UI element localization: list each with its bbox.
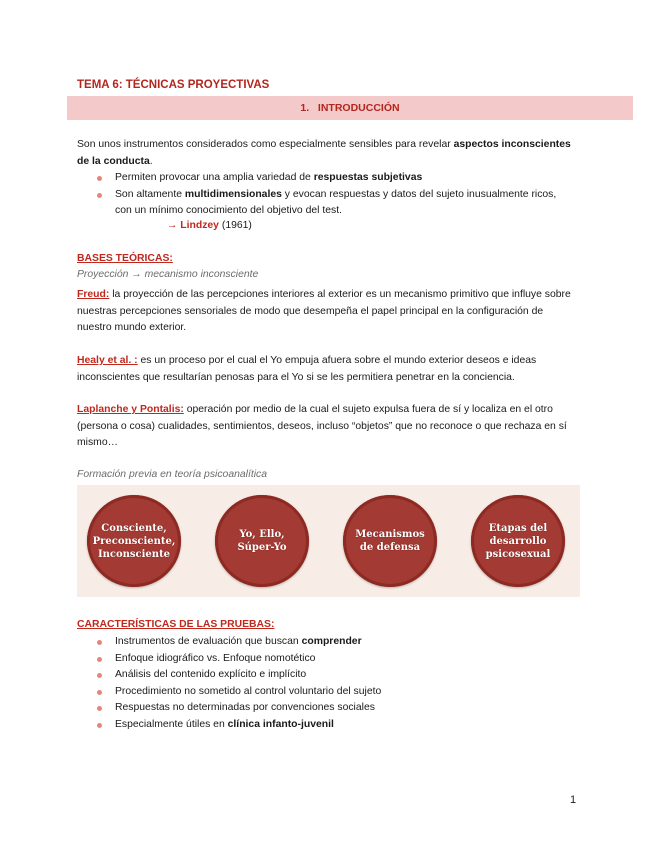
list-item-text: Enfoque idiográfico vs. Enfoque nomotético	[115, 652, 316, 664]
section-number: 1.	[300, 102, 310, 114]
intro-end: .	[149, 155, 153, 167]
list-item	[95, 667, 575, 684]
list-item-text: Análisis del contenido explícito e implícito	[115, 669, 307, 680]
list-item-bold: clínica infanto-juvenil	[227, 718, 334, 730]
list-item	[95, 187, 575, 220]
list-item-text: Especialmente útiles en	[115, 718, 228, 730]
laplanche-paragraph	[77, 402, 577, 452]
concept-circle-label: Mecanismos de defensa	[355, 529, 425, 553]
section-label: INTRODUCCIÓN	[317, 102, 400, 114]
caracteristicas-heading	[77, 619, 274, 630]
intro-paragraph	[77, 137, 577, 170]
list-item	[95, 700, 575, 717]
healy-text: es un proceso por el cual el Yo empuja afuera sobre el mundo exterior deseos e ideas inconscientes que resultarían penosas para el Yo si se les permitiera penetrar en la conciencia.	[77, 355, 537, 383]
bullet-icon	[97, 673, 102, 678]
section-header-bar	[67, 96, 633, 120]
list-item-bold: respuestas subjetivas	[313, 172, 423, 183]
healy-paragraph	[77, 353, 577, 386]
concept-circle	[471, 495, 565, 587]
bases-heading	[77, 253, 173, 264]
list-item	[95, 170, 575, 187]
intro-text: Son unos instrumentos considerados como especialmente sensibles para revelar	[77, 139, 454, 150]
bullet-icon	[97, 176, 102, 181]
formacion-diagram	[77, 485, 580, 597]
bullet-icon	[97, 706, 102, 711]
freud-text: la proyección de las percepciones interiores al exterior es un mecanismo primitivo que influye sobre nuestras percepciones sensoriales de modo que desempeña el papel principal en la configuración de nuestro mundo exterior.	[77, 289, 571, 333]
list-item-bold: comprender	[301, 636, 362, 647]
concept-circle	[343, 495, 437, 587]
list-item-bold: multidimensionales	[184, 188, 282, 200]
concept-circle	[87, 495, 181, 587]
bullet-icon	[97, 690, 102, 695]
list-item-text: y evocan respuestas y datos del sujeto inusualmente ricos, con un mínimo conocimiento del objetivo del test.	[115, 188, 557, 216]
author-laplanche: Laplanche y Pontalis:	[77, 404, 184, 415]
caracteristicas-heading-text: CARACTERÍSTICAS DE LAS PRUEBAS:	[77, 619, 275, 630]
bullet-icon	[97, 723, 102, 728]
page-title: TEMA 6: TÉCNICAS PROYECTIVAS	[77, 79, 270, 91]
bullet-icon	[97, 193, 102, 198]
formacion-label: Formación previa en teoría psicoanalítica	[77, 469, 268, 480]
concept-circle-label: Consciente, Preconsciente, Inconsciente	[92, 522, 176, 560]
list-item-text: Instrumentos de evaluación que buscan	[115, 636, 302, 647]
list-item	[95, 717, 575, 734]
intro-bullet-list	[95, 170, 575, 220]
bullet-icon	[97, 657, 102, 662]
list-item	[95, 651, 575, 668]
freud-paragraph	[77, 287, 577, 337]
author-freud: Freud:	[77, 289, 110, 300]
citation-year: (1961)	[221, 220, 252, 231]
list-item	[95, 634, 575, 651]
list-item-text: Procedimiento no sometido al control voluntario del sujeto	[115, 685, 382, 697]
bases-subheading: Proyección → mecanismo inconsciente	[77, 269, 259, 280]
concept-circle	[215, 495, 309, 587]
citation-author: → Lindzey	[167, 220, 219, 231]
bases-heading-text: BASES TEÓRICAS:	[77, 253, 173, 264]
section-heading	[67, 102, 633, 114]
concept-circle-label: Yo, Ello, Súper-Yo	[237, 529, 287, 553]
page-number: 1	[570, 794, 577, 806]
list-item-text: Son altamente	[115, 188, 185, 200]
list-item-text: Respuestas no determinadas por convenciones sociales	[115, 702, 375, 713]
caracteristicas-bullet-list	[95, 634, 575, 733]
list-item-text: Permiten provocar una amplia variedad de	[115, 172, 314, 183]
author-healy: Healy et al. :	[77, 355, 138, 366]
list-item	[95, 684, 575, 701]
citation-lindzey	[167, 220, 252, 231]
intro-bold: aspectos inconscientes de la conducta	[77, 139, 571, 167]
bullet-icon	[97, 640, 102, 645]
concept-circle-label: Etapas del desarrollo psicosexual	[485, 522, 551, 560]
laplanche-text: operación por medio de la cual el sujeto expulsa fuera de sí y localiza en el otro (persona o cosa) cualidades, sentimientos, deseos, incluso “objetos” que no reconoce o que rechaza en sí mismo…	[77, 404, 567, 448]
